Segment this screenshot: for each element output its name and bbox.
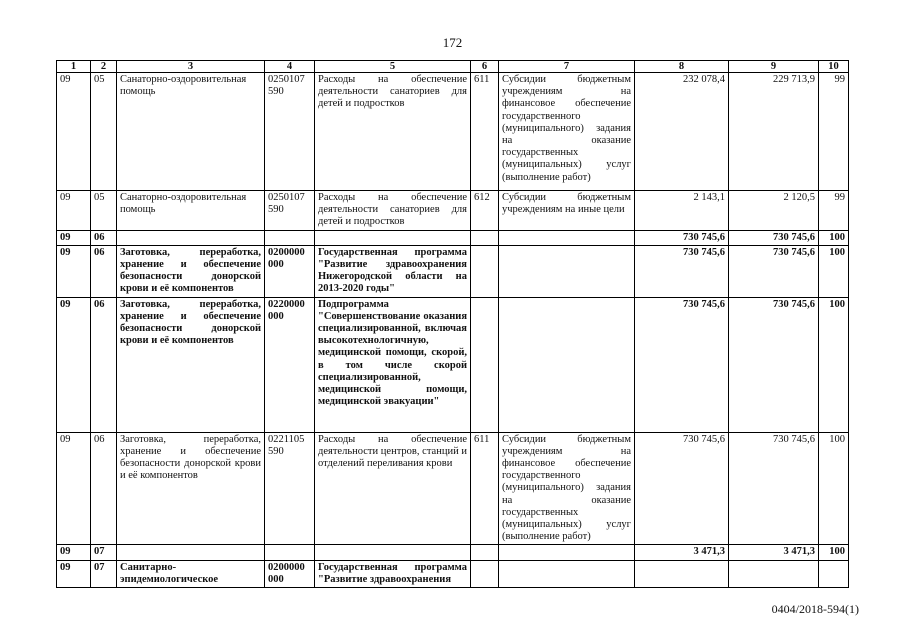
section-name (117, 230, 265, 245)
target-article-code: 0200000 000 (265, 560, 315, 587)
amount-planned: 232 078,4 (635, 73, 729, 191)
amount-executed: 730 745,6 (729, 245, 819, 297)
amount-executed: 730 745,6 (729, 230, 819, 245)
expense-type-code (471, 230, 499, 245)
section-name: Заготовка, переработка, хранение и обеспечение безопасности донорской крови и её компонентов (117, 432, 265, 545)
expense-type-code (471, 545, 499, 560)
execution-percent: 100 (819, 297, 849, 432)
target-article-name (315, 230, 471, 245)
amount-executed: 2 120,5 (729, 191, 819, 231)
expense-type-name: Субсидии бюджетным учреждениям на финансовое обеспечение государственного (муниципального) задания на оказание государственных (муниципальных) услуг (выполнение работ) (499, 73, 635, 191)
amount-planned: 3 471,3 (635, 545, 729, 560)
subsection-code: 05 (91, 191, 117, 231)
execution-percent: 99 (819, 191, 849, 231)
table-row (57, 191, 849, 231)
table-body (57, 73, 849, 588)
expense-type-name: Субсидии бюджетным учреждениям на финансовое обеспечение государственного (муниципального) задания на оказание государственных (муниципальных) услуг (выполнение работ) (499, 432, 635, 545)
header-cell: 9 (729, 61, 819, 73)
table-row (57, 245, 849, 297)
section-code: 09 (57, 230, 91, 245)
amount-planned: 730 745,6 (635, 245, 729, 297)
amount-planned: 730 745,6 (635, 432, 729, 545)
expense-type-code: 612 (471, 191, 499, 231)
target-article-name: Государственная программа "Развитие здравоохранения Нижегородской области на 2013-2020 годы" (315, 245, 471, 297)
amount-executed: 3 471,3 (729, 545, 819, 560)
expense-type-name (499, 560, 635, 587)
amount-planned: 730 745,6 (635, 230, 729, 245)
section-code: 09 (57, 297, 91, 432)
table-row (57, 560, 849, 587)
execution-percent: 100 (819, 230, 849, 245)
header-cell: 4 (265, 61, 315, 73)
section-code: 09 (57, 245, 91, 297)
expense-type-name (499, 545, 635, 560)
header-cell: 8 (635, 61, 729, 73)
expense-type-name: Субсидии бюджетным учреждениям на иные цели (499, 191, 635, 231)
target-article-code: 0250107 590 (265, 191, 315, 231)
target-article-code: 0220000 000 (265, 297, 315, 432)
execution-percent: 99 (819, 73, 849, 191)
header-cell: 7 (499, 61, 635, 73)
subsection-code: 05 (91, 73, 117, 191)
subsection-code: 07 (91, 560, 117, 587)
amount-planned: 730 745,6 (635, 297, 729, 432)
header-cell: 5 (315, 61, 471, 73)
expense-type-name (499, 297, 635, 432)
target-article-name (315, 545, 471, 560)
page-number: 172 (442, 35, 463, 50)
table-row (57, 73, 849, 191)
table-row (57, 297, 849, 432)
expense-type-code (471, 245, 499, 297)
target-article-code: 0200000 000 (265, 245, 315, 297)
header-cell: 3 (117, 61, 265, 73)
execution-percent (819, 560, 849, 587)
amount-executed: 229 713,9 (729, 73, 819, 191)
table-header-row (57, 61, 849, 73)
section-name: Санитарно-эпидемиологическое (117, 560, 265, 587)
section-code: 09 (57, 560, 91, 587)
expense-type-name (499, 245, 635, 297)
expense-type-name (499, 230, 635, 245)
target-article-code: 0221105 590 (265, 432, 315, 545)
section-name: Санаторно-оздоровительная помощь (117, 191, 265, 231)
target-article-name: Подпрограмма "Совершенствование оказания специализированной, включая высокотехнологичную, медицинской помощи, скорой, в том числе скорой специализированной, медицинской помощи, медицинской эвакуации" (315, 297, 471, 432)
table-row (57, 432, 849, 545)
subsection-code: 07 (91, 545, 117, 560)
section-code: 09 (57, 191, 91, 231)
target-article-name: Расходы на обеспечение деятельности санаториев для детей и подростков (315, 73, 471, 191)
section-name: Заготовка, переработка, хранение и обеспечение безопасности донорской крови и её компонентов (117, 245, 265, 297)
expense-type-code (471, 297, 499, 432)
amount-planned: 2 143,1 (635, 191, 729, 231)
execution-percent: 100 (819, 245, 849, 297)
section-code: 09 (57, 73, 91, 191)
header-cell: 1 (57, 61, 91, 73)
target-article-code: 0250107 590 (265, 73, 315, 191)
section-code: 09 (57, 545, 91, 560)
amount-planned (635, 560, 729, 587)
execution-percent: 100 (819, 545, 849, 560)
execution-percent: 100 (819, 432, 849, 545)
target-article-name: Государственная программа "Развитие здравоохранения (315, 560, 471, 587)
table-row (57, 230, 849, 245)
document-code: 0404/2018-594(1) (771, 602, 859, 616)
section-name: Заготовка, переработка, хранение и обеспечение безопасности донорской крови и её компонентов (117, 297, 265, 432)
header-cell: 6 (471, 61, 499, 73)
subsection-code: 06 (91, 230, 117, 245)
section-code: 09 (57, 432, 91, 545)
subsection-code: 06 (91, 297, 117, 432)
expense-type-code: 611 (471, 73, 499, 191)
subsection-code: 06 (91, 245, 117, 297)
expense-type-code (471, 560, 499, 587)
section-name: Санаторно-оздоровительная помощь (117, 73, 265, 191)
table-row (57, 545, 849, 560)
amount-executed: 730 745,6 (729, 432, 819, 545)
target-article-code (265, 230, 315, 245)
target-article-name: Расходы на обеспечение деятельности центров, станций и отделений переливания крови (315, 432, 471, 545)
amount-executed: 730 745,6 (729, 297, 819, 432)
amount-executed (729, 560, 819, 587)
header-cell: 2 (91, 61, 117, 73)
header-cell: 10 (819, 61, 849, 73)
subsection-code: 06 (91, 432, 117, 545)
target-article-code (265, 545, 315, 560)
section-name (117, 545, 265, 560)
target-article-name: Расходы на обеспечение деятельности санаториев для детей и подростков (315, 191, 471, 231)
budget-table (56, 60, 849, 588)
expense-type-code: 611 (471, 432, 499, 545)
